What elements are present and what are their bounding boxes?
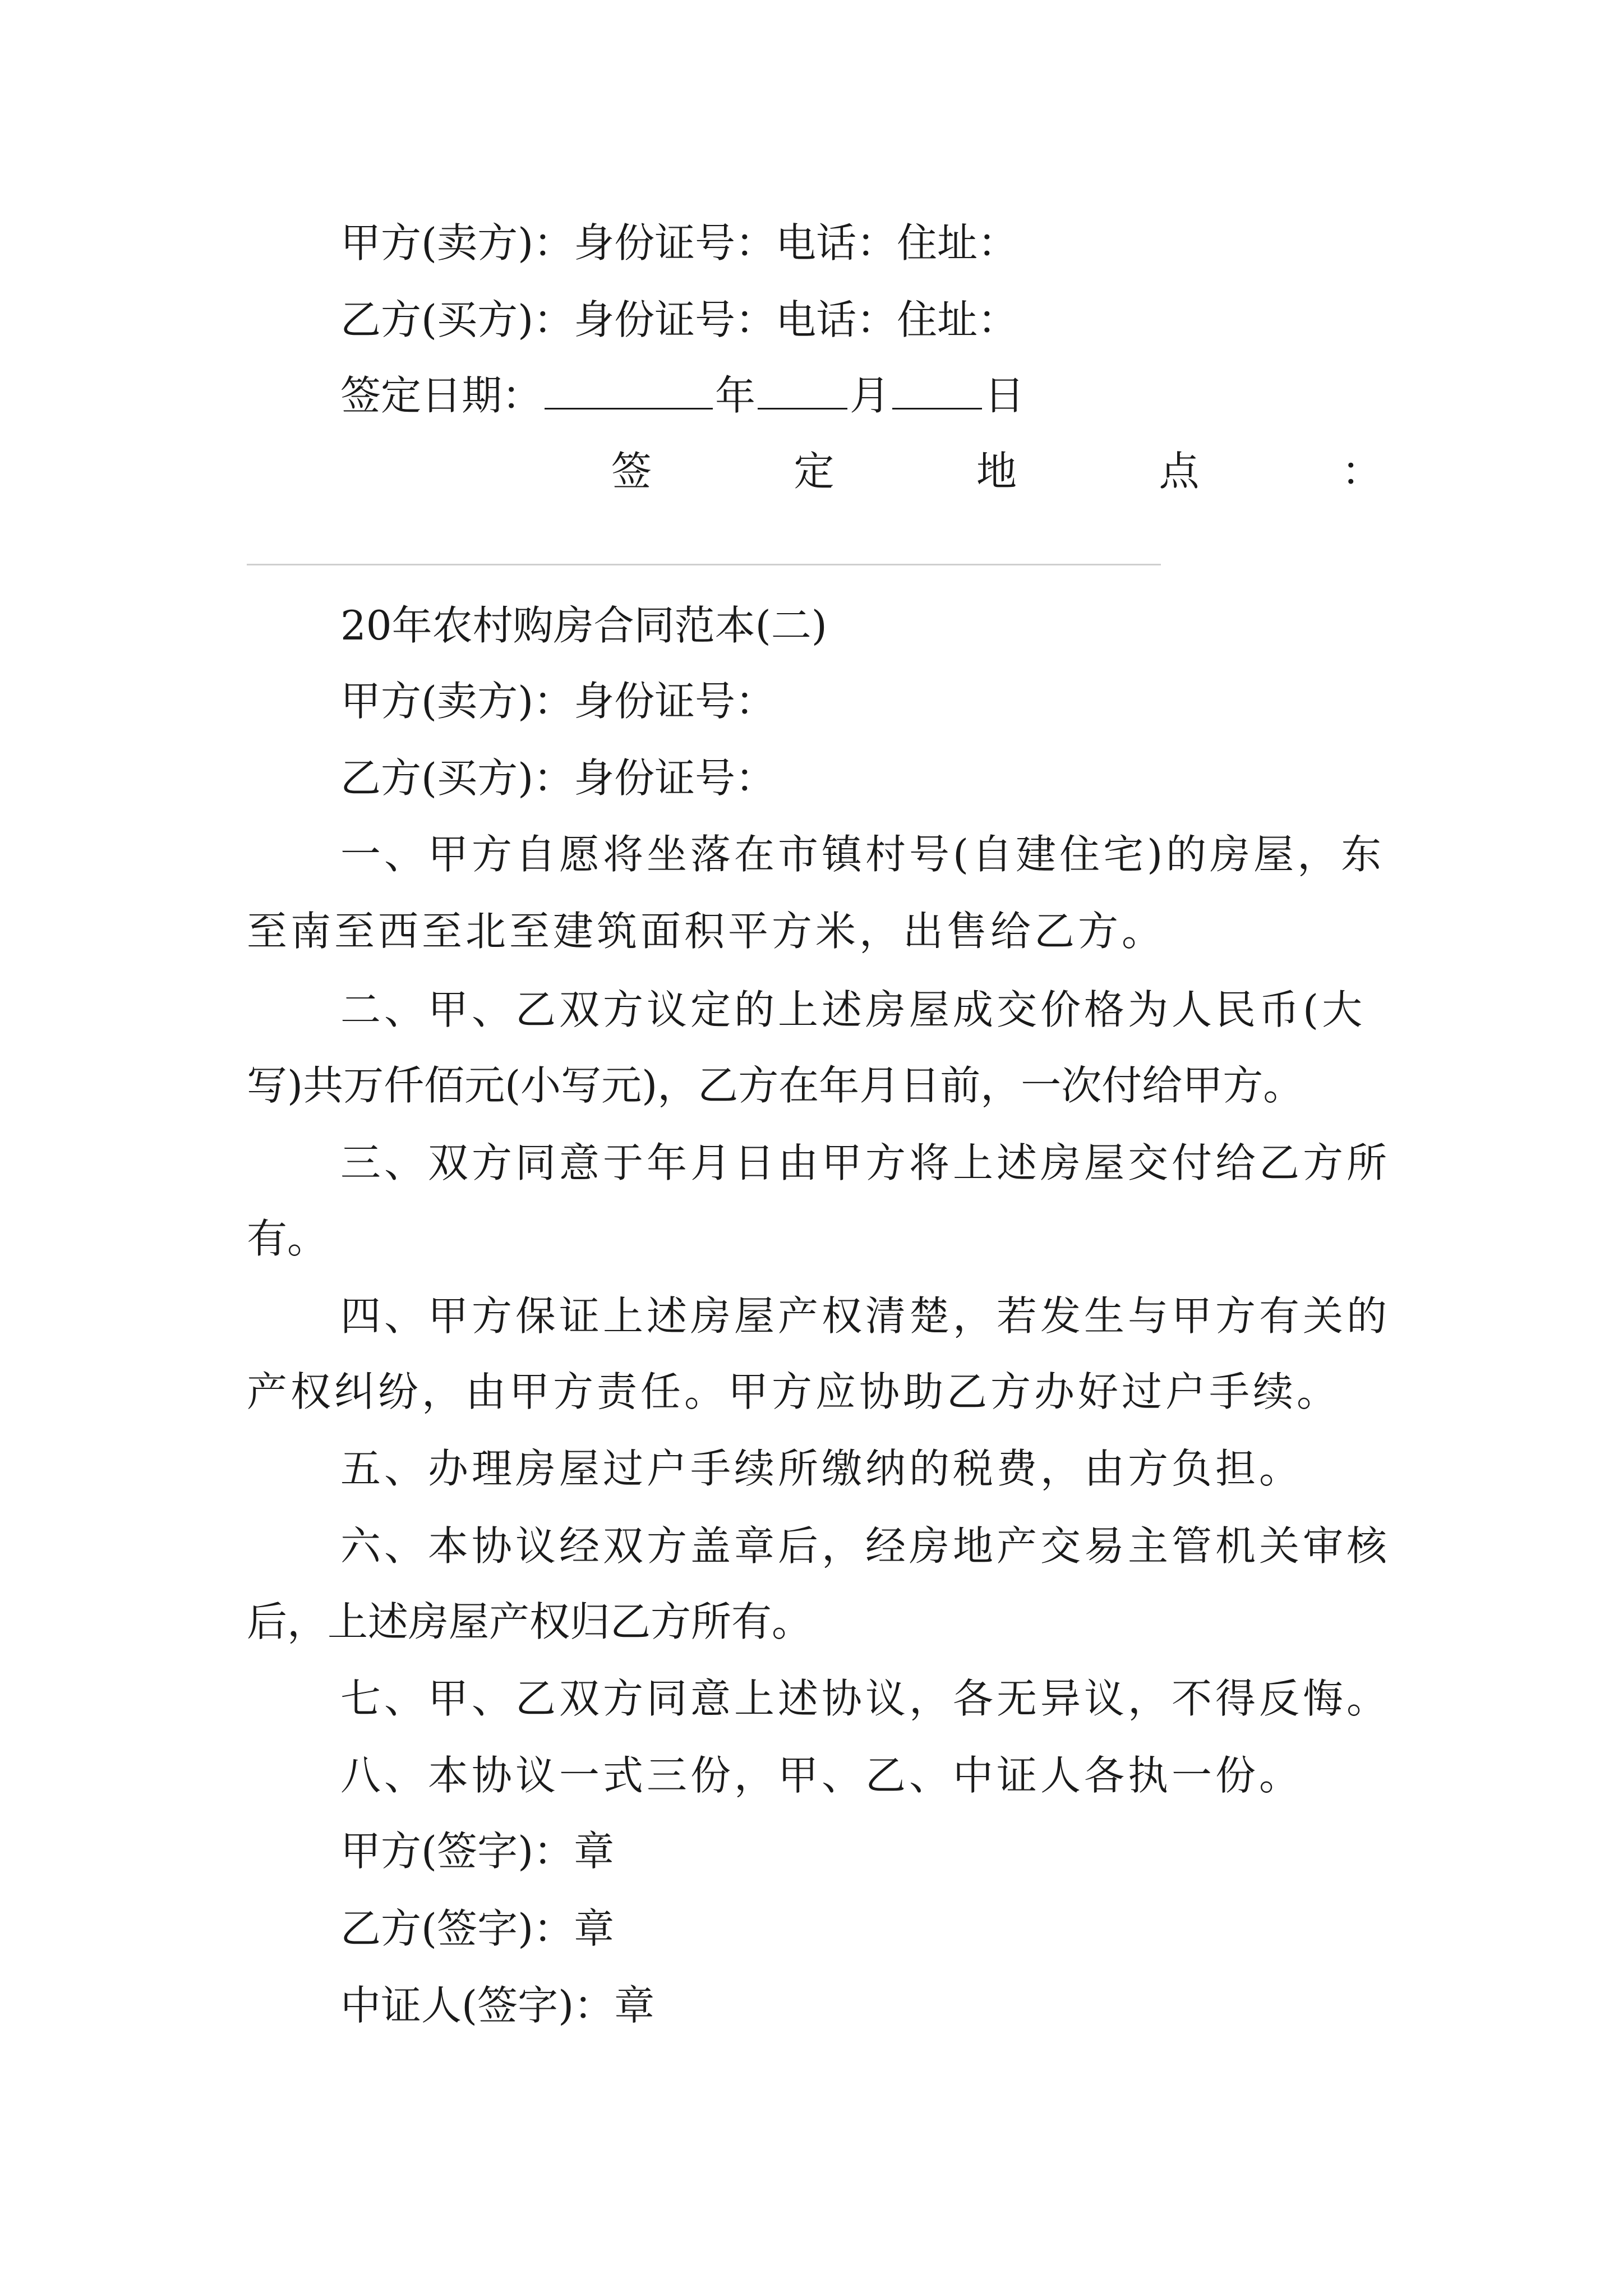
month-blank xyxy=(758,367,847,409)
year-unit: 年 xyxy=(715,372,756,419)
clause-6-line-1: 六、本协议经双方盖章后，经房地产交易主管机关审核 xyxy=(340,1522,1391,1570)
clause-1-line-1: 一、甲方自愿将坐落在市镇村号(自建住宅)的房屋，东 xyxy=(340,831,1385,878)
clause-2-line-2: 写)共万仟佰元(小写元)，乙方在年月日前，一次付给甲方。 xyxy=(247,1062,1304,1109)
clause-4-line-2: 产权纠纷，由甲方责任。甲方应协助乙方办好过户手续。 xyxy=(247,1368,1341,1415)
contract-title: 20年农村购房合同范本(二) xyxy=(340,602,827,649)
signing-place-char: 点 xyxy=(1159,448,1200,495)
party-a-info: 甲方(卖方)：身份证号：电话：住址： xyxy=(340,219,1018,266)
clause-3-line-1: 三、双方同意于年月日由甲方将上述房屋交付给乙方所 xyxy=(340,1139,1391,1186)
signature-party-b: 乙方(签字)：章 xyxy=(340,1905,615,1952)
signing-place xyxy=(611,443,1382,499)
clause-6-line-2: 后，上述房屋产权归乙方所有。 xyxy=(247,1598,813,1645)
signature-party-a: 甲方(签字)：章 xyxy=(340,1828,615,1875)
signing-place-char: 签 xyxy=(611,448,652,495)
party-b-info: 乙方(买方)：身份证号：电话：住址： xyxy=(340,296,1018,343)
clause-2-line-1: 二、甲、乙双方议定的上述房屋成交价格为人民币(大 xyxy=(340,986,1366,1033)
signing-place-char: ： xyxy=(1341,448,1382,495)
clause-3-line-2: 有。 xyxy=(247,1215,328,1262)
clause-4-line-1: 四、甲方保证上述房屋产权清楚，若发生与甲方有关的 xyxy=(340,1292,1391,1340)
section-divider xyxy=(247,564,1161,565)
buyer-id: 乙方(买方)：身份证号： xyxy=(340,754,776,802)
seller-id: 甲方(卖方)：身份证号： xyxy=(340,678,776,725)
signing-place-char: 地 xyxy=(976,448,1017,495)
signature-witness: 中证人(签字)：章 xyxy=(340,1982,655,2029)
clause-1-line-2: 至南至西至北至建筑面积平方米，出售给乙方。 xyxy=(247,908,1166,955)
signing-date xyxy=(340,367,1382,424)
signing-date-label: 签定日期： xyxy=(340,372,543,419)
year-blank xyxy=(545,367,713,409)
signing-place-char: 定 xyxy=(794,448,834,495)
day-unit: 日 xyxy=(984,372,1025,419)
clause-8: 八、本协议一式三份，甲、乙、中证人各执一份。 xyxy=(340,1752,1303,1799)
clause-7: 七、甲、乙双方同意上述协议，各无异议，不得反悔。 xyxy=(340,1675,1391,1722)
month-unit: 月 xyxy=(850,372,891,419)
clause-5: 五、办理房屋过户手续所缴纳的税费，由方负担。 xyxy=(340,1445,1303,1492)
day-blank xyxy=(892,367,982,409)
